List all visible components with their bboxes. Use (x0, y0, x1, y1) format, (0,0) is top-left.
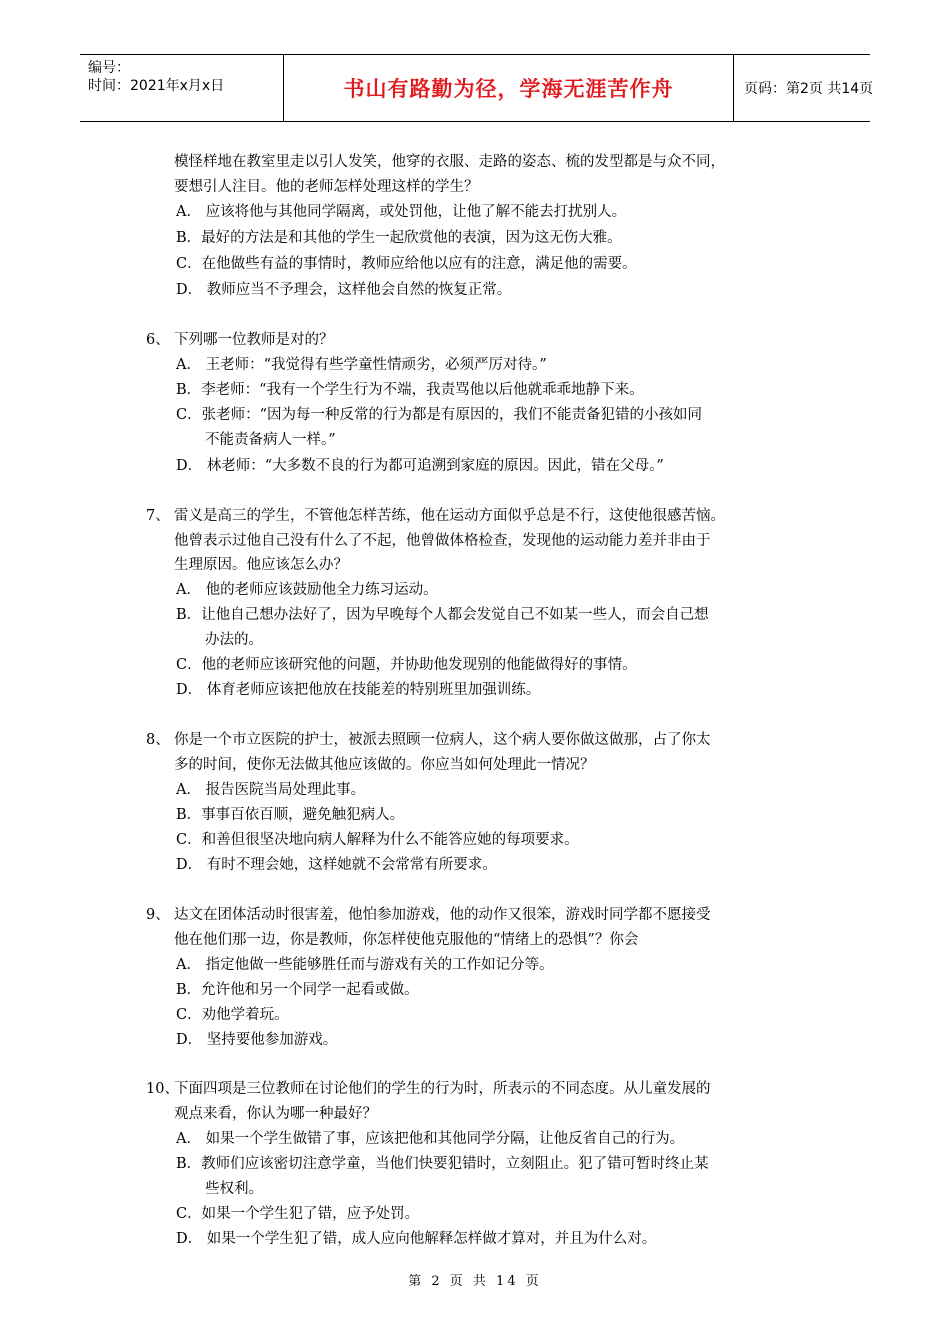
question-text: 他曾表示过他自己没有什么了不起，他曾做体格检查，发现他的运动能力差并非由于 (174, 533, 711, 549)
option-d: D． 教师应当不予理会，这样他会自然的恢复正常。 (176, 282, 512, 298)
option-b-continued: 些权利。 (205, 1181, 263, 1197)
question-text: 下列哪一位教师是对的？ (174, 332, 334, 348)
question-number: 9、 (146, 907, 170, 923)
option-c: C．张老师：“因为每一种反常的行为都是有原因的，我们不能责备犯错的小孩如同 (176, 407, 703, 423)
motto-text: 书山有路勤为径，学海无涯苦作舟 (343, 77, 674, 101)
option-d: D． 坚持要他参加游戏。 (176, 1032, 338, 1048)
option-b: B．允许他和另一个同学一起看或做。 (176, 982, 419, 998)
option-d: D． 体育老师应该把他放在技能差的特别班里加强训练。 (176, 682, 541, 698)
option-d: D． 有时不理会她，这样她就不会常常有所要求。 (176, 857, 497, 873)
header-page-cell (734, 55, 874, 121)
option-a: A． 指定他做一些能够胜任而与游戏有关的工作如记分等。 (176, 957, 554, 973)
option-c-continued: 不能责备病人一样。” (205, 432, 336, 448)
option-d: D． 如果一个学生犯了错，成人应向他解释怎样做才算对，并且为什么对。 (176, 1231, 657, 1247)
question-text: 观点来看，你认为哪一种最好？ (174, 1106, 377, 1122)
option-b: B．最好的方法是和其他的学生一起欣赏他的表演，因为这无伤大雅。 (176, 230, 622, 246)
question-number: 7、 (146, 508, 170, 524)
serial-number-label: 编号： (88, 60, 130, 76)
option-c: C．和善但很坚决地向病人解释为什么不能答应她的每项要求。 (176, 832, 579, 848)
question-text: 雷义是高三的学生，不管他怎样苦练，他在运动方面似乎总是不行，这使他很感苦恼。 (174, 508, 725, 524)
question-text: 你是一个市立医院的护士，被派去照顾一位病人，这个病人要你做这做那，占了你太 (174, 732, 711, 748)
header-motto-cell (284, 55, 734, 121)
date-label: 时间：2021年x月x日 (88, 78, 225, 94)
option-a: A． 王老师：“我觉得有些学童性情顽劣，必须严厉对待。” (176, 357, 547, 373)
question-text: 生理原因。他应该怎么办？ (174, 557, 348, 573)
option-a: A． 他的老师应该鼓励他全力练习运动。 (176, 582, 438, 598)
option-c: C．如果一个学生犯了错，应予处罚。 (176, 1206, 420, 1222)
option-b-continued: 办法的。 (205, 632, 263, 648)
page-footer (0, 1270, 950, 1289)
page-info: 页码：第2页 共14页 (744, 81, 874, 97)
option-c: C．他的老师应该研究他的问题，并协助他发现别的他能做得好的事情。 (176, 657, 637, 673)
option-a: A． 报告医院当局处理此事。 (176, 782, 366, 798)
option-b: B．事事百依百顺，避免触犯病人。 (176, 807, 405, 823)
question-text: 下面四项是三位教师在讨论他们的学生的行为时，所表示的不同态度。从儿童发展的 (174, 1081, 711, 1097)
header-info-cell (80, 55, 284, 121)
intro-line: 模怪样地在教室里走以引人发笑，他穿的衣服、走路的姿态、梳的发型都是与众不同， (174, 154, 725, 170)
question-text: 达文在团体活动时很害羞，他怕参加游戏，他的动作又很笨，游戏时同学都不愿接受 (174, 907, 711, 923)
option-b: B．让他自己想办法好了，因为早晚每个人都会发觉自己不如某一些人，而会自己想 (176, 607, 709, 623)
option-d: D． 林老师：“大多数不良的行为都可追溯到家庭的原因。因此，错在父母。” (176, 458, 664, 474)
question-number: 8、 (146, 732, 170, 748)
intro-line: 要想引人注目。他的老师怎样处理这样的学生？ (174, 179, 479, 195)
page-header (80, 54, 874, 122)
option-c: C．在他做些有益的事情时，教师应给他以应有的注意，满足他的需要。 (176, 256, 637, 272)
option-a: A． 应该将他与其他同学隔离，或处罚他，让他了解不能去打扰别人。 (176, 204, 627, 220)
footer-page-number: 第 2 页 共 14 页 (408, 1274, 542, 1289)
question-text: 他在他们那一边，你是教师，你怎样使他克服他的“情绪上的恐惧”？你会 (174, 932, 639, 948)
question-number: 10、 (146, 1081, 179, 1097)
option-c: C．劝他学着玩。 (176, 1007, 289, 1023)
question-text: 多的时间，使你无法做其他应该做的。你应当如何处理此一情况？ (174, 757, 595, 773)
option-b: B．李老师：“我有一个学生行为不端，我责骂他以后他就乖乖地静下来。 (176, 382, 644, 398)
option-b: B．教师们应该密切注意学童，当他们快要犯错时，立刻阻止。犯了错可暂时终止某 (176, 1156, 709, 1172)
question-number: 6、 (146, 332, 170, 348)
option-a: A． 如果一个学生做错了事，应该把他和其他同学分隔，让他反省自己的行为。 (176, 1131, 685, 1147)
